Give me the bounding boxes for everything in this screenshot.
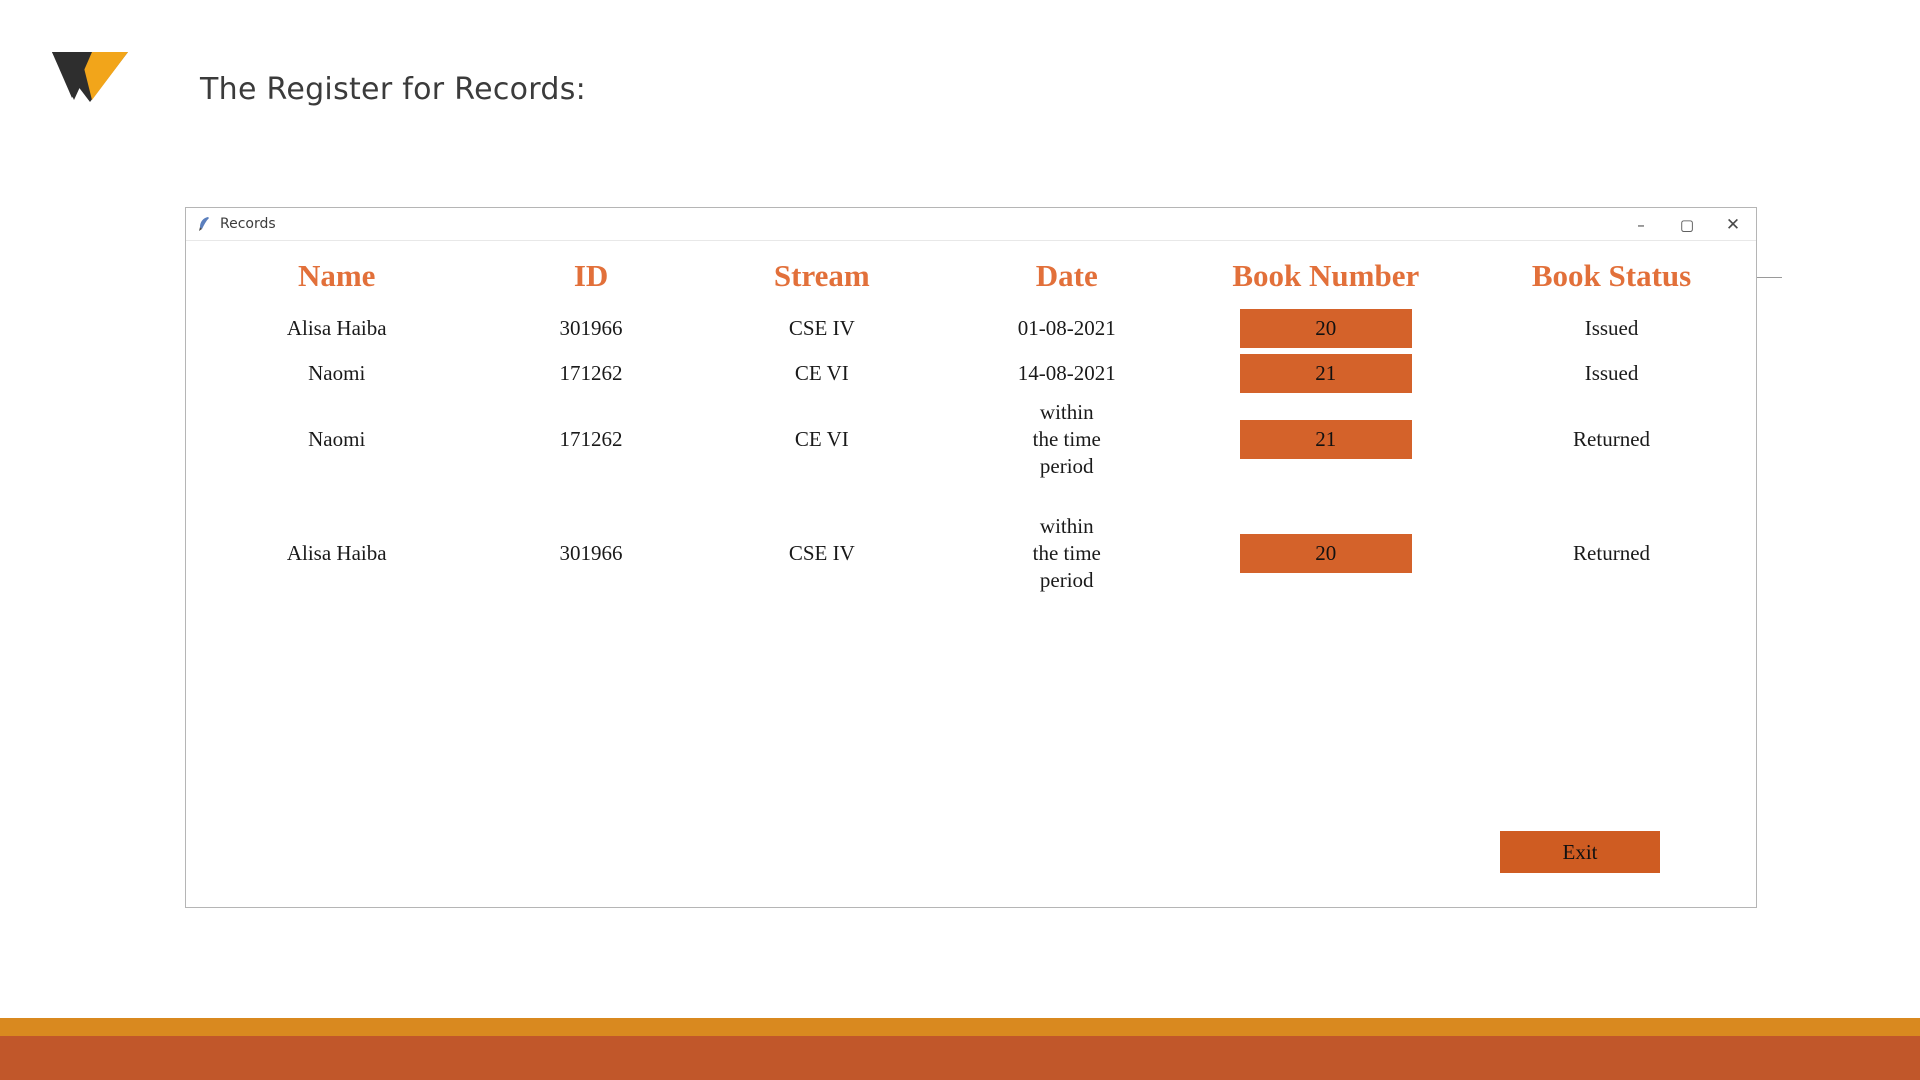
records-table xyxy=(186,241,1756,597)
cell-book-status: Returned xyxy=(1573,541,1651,566)
cell-id: 301966 xyxy=(559,316,623,340)
records-window xyxy=(185,207,1757,908)
cell-stream: CE VI xyxy=(794,426,849,451)
table-row xyxy=(186,510,1756,597)
maximize-button[interactable]: ▢ xyxy=(1679,215,1695,234)
cell-date: 14-08-2021 xyxy=(1017,360,1116,385)
cell-book-number xyxy=(1184,306,1467,351)
cell-date: within the time period xyxy=(1032,514,1101,593)
cell-book-status: Returned xyxy=(1573,426,1651,451)
table-row xyxy=(186,306,1756,351)
column-header-id: ID xyxy=(573,258,609,293)
cell-book-number xyxy=(1184,510,1467,597)
cell-name: Naomi xyxy=(308,360,366,385)
table-spacer-row xyxy=(186,482,1756,510)
window-titlebar xyxy=(186,208,1756,241)
footer-bar-dark xyxy=(0,1036,1920,1080)
exit-button[interactable]: Exit xyxy=(1500,831,1660,873)
python-feather-icon xyxy=(196,216,212,232)
book-number-chip: 20 xyxy=(1240,309,1412,348)
column-header-name: Name xyxy=(297,258,376,293)
cell-name: Alisa Haiba xyxy=(286,316,387,340)
cell-name: Alisa Haiba xyxy=(286,541,387,566)
cell-book-status: Issued xyxy=(1584,360,1639,385)
cell-stream: CE VI xyxy=(794,360,849,385)
cell-date: 01-08-2021 xyxy=(1017,316,1116,340)
book-number-chip: 21 xyxy=(1240,420,1412,459)
page-title: The Register for Records: xyxy=(200,72,587,107)
cell-book-number xyxy=(1184,396,1467,483)
cell-id: 301966 xyxy=(559,541,623,566)
window-title: Records xyxy=(220,216,276,232)
arrow-logo-icon xyxy=(52,48,128,106)
column-header-date: Date xyxy=(1035,258,1098,293)
cell-book-status: Issued xyxy=(1584,316,1639,340)
cell-date: within the time period xyxy=(1032,399,1101,478)
book-number-chip: 21 xyxy=(1240,354,1412,393)
table-row xyxy=(186,351,1756,396)
footer-bar-light xyxy=(0,1018,1920,1036)
cell-id: 171262 xyxy=(559,360,623,385)
cell-stream: CSE IV xyxy=(788,541,855,566)
column-header-book-number: Book Number xyxy=(1232,258,1420,293)
column-header-stream: Stream xyxy=(773,258,870,293)
table-header-row xyxy=(186,241,1756,306)
minimize-button[interactable]: – xyxy=(1637,215,1645,234)
column-header-book-status: Book Status xyxy=(1531,258,1692,293)
cell-name: Naomi xyxy=(308,426,366,451)
book-number-chip: 20 xyxy=(1240,534,1412,573)
cell-book-number xyxy=(1184,351,1467,396)
table-row xyxy=(186,396,1756,483)
cell-stream: CSE IV xyxy=(788,316,855,340)
window-controls xyxy=(1618,208,1756,241)
close-button[interactable]: ✕ xyxy=(1725,214,1741,235)
cell-id: 171262 xyxy=(559,426,623,451)
records-table-area xyxy=(186,241,1756,907)
